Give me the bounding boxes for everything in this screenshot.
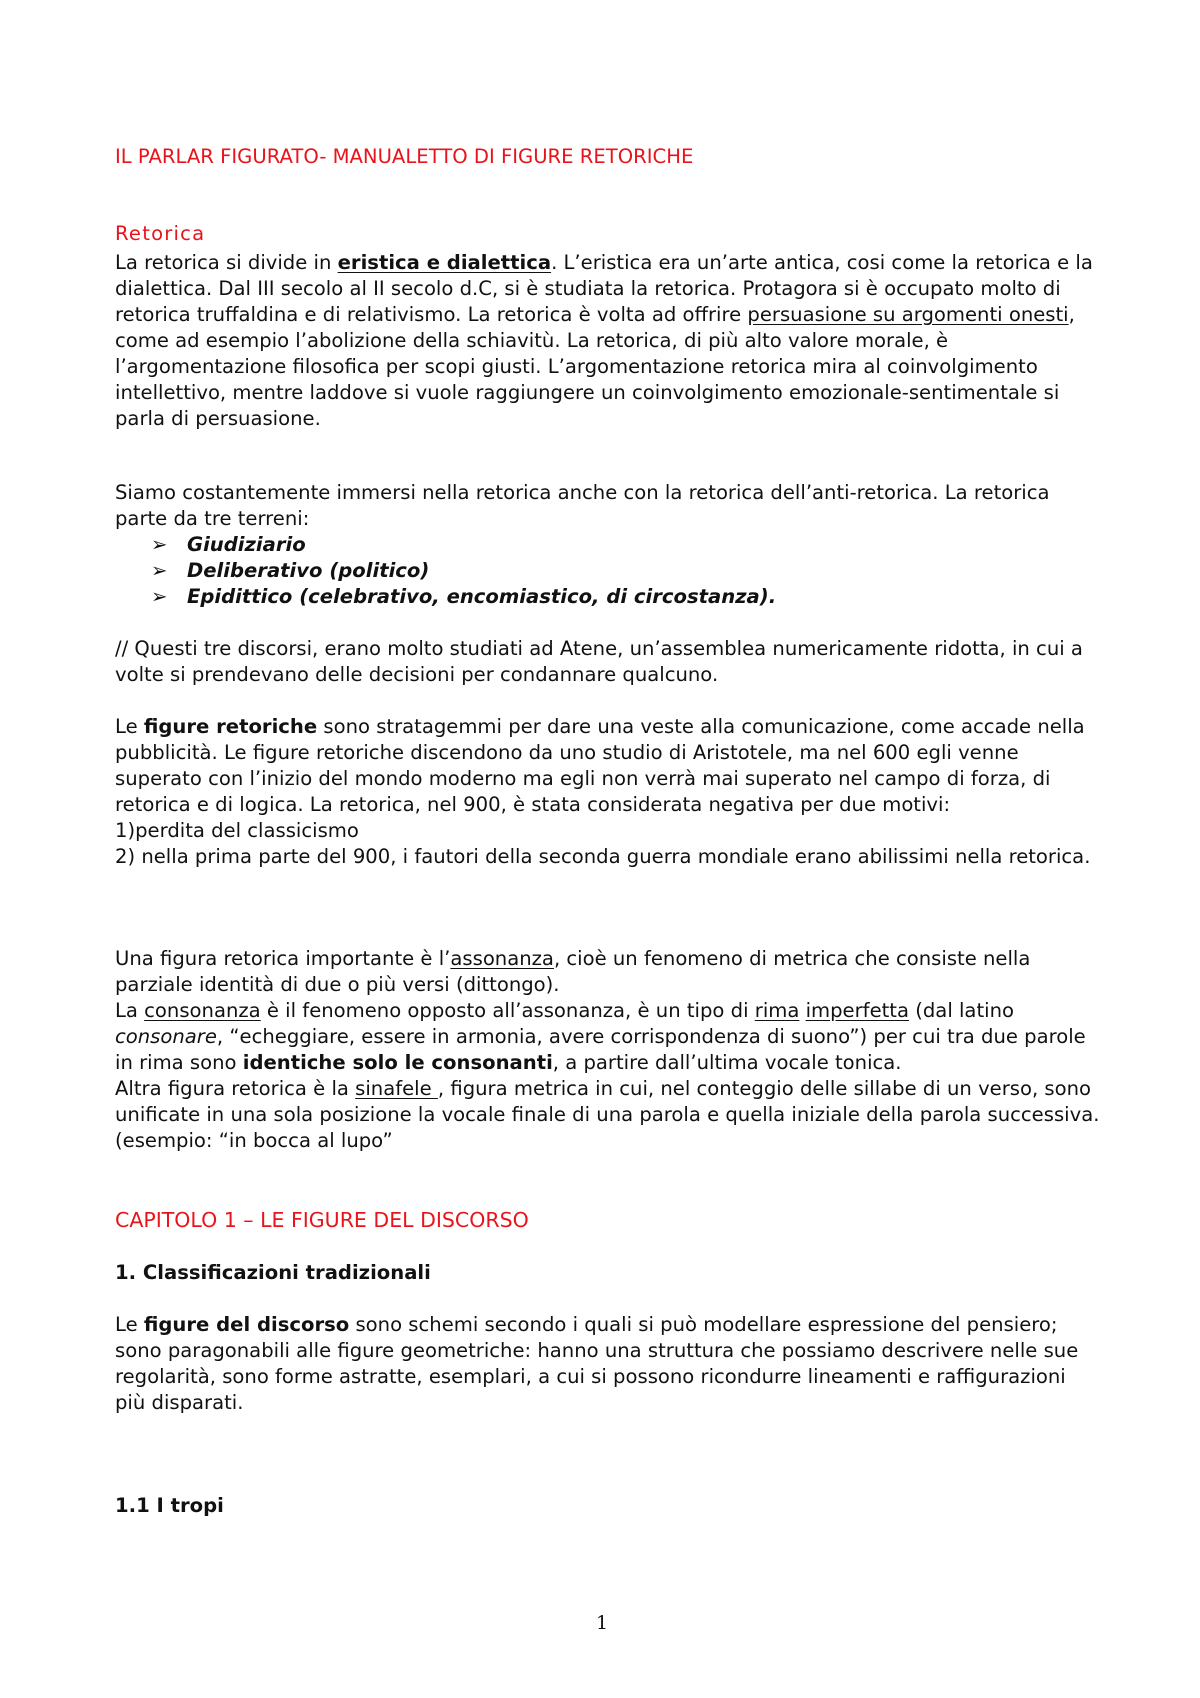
- paragraph-figure-discorso: Le figure del discorso sono schemi secondo i quali si può modellare espressione del pensiero; sono paragonabili alle figure geometriche: hanno una struttura che possiamo descrivere nelle sue regolarità, sono forme astratte, esemplari, a cui si possono ricondurre lineamenti e raffigurazioni più disparati.: [115, 1313, 1079, 1414]
- bullet-list-terreni: [115, 532, 1100, 610]
- heading-retorica: Retorica: [115, 222, 206, 245]
- bold-term: identiche solo le consonanti: [242, 1051, 553, 1074]
- chapter-heading: CAPITOLO 1 – LE FIGURE DEL DISCORSO: [115, 1208, 529, 1232]
- underlined-term: imperfetta: [805, 999, 909, 1022]
- bold-term: figure del discorso: [143, 1313, 350, 1336]
- underlined-term: rima: [754, 999, 800, 1022]
- arrow-bullet-icon: ➢: [151, 533, 168, 556]
- paragraph-assonanza: Una figura retorica importante è l’assonanza, cioè un fenomeno di metrica che consiste nella parziale identità di due o più versi (dittongo). La consonanza è il fenomeno opposto all’assonanza, è un tipo di rima imperfetta (dal latino consonare, “echeggiare, essere in armonia, avere corrispondenza di suono”) per cui tra due parole in rima sono identiche solo le consonanti, a partire dall’ultima vocale tonica. Altra figura retorica è la sinafele , figura metrica in cui, nel conteggio delle sillabe di un verso, sono unificate in una sola posizione la vocale finale di una parola e quella iniziale della parola successiva. (esempio: “in bocca al lupo”: [115, 947, 1100, 1152]
- paragraph-retorica-intro: La retorica si divide in eristica e dialettica. L’eristica era un’arte antica, cosi come la retorica e la dialettica. Dal III secolo al II secolo d.C, si è studiata la retorica. Protagora si è occupato molto di retorica truffaldina e di relativismo. La retorica è volta ad offrire persuasione su argomenti onesti, come ad esempio l’abolizione della schiavitù. La retorica, di più alto valore morale, è l’argomentazione filosofica per scopi giusti. L’argomentazione retorica mira al coinvolgimento intellettivo, mentre laddove si vuole raggiungere un coinvolgimento emozionale-sentimentale si parla di persuasione.: [115, 251, 1093, 430]
- underlined-term: assonanza: [450, 947, 554, 970]
- underlined-term: consonanza: [144, 999, 261, 1022]
- underlined-term: persuasione su argomenti onesti: [747, 303, 1069, 326]
- subsection-heading: 1.1 I tropi: [115, 1494, 224, 1517]
- arrow-bullet-icon: ➢: [151, 559, 168, 582]
- arrow-bullet-icon: ➢: [151, 585, 168, 608]
- underlined-term: sinafele: [355, 1077, 438, 1100]
- list-item: ➢ Epidittico (celebrativo, encomiastico, di circostanza).: [151, 585, 777, 608]
- italic-term: consonare: [115, 1025, 217, 1048]
- bold-underlined-term: eristica e dialettica: [337, 251, 552, 274]
- list-item: ➢ Giudiziario: [151, 533, 306, 556]
- page-number: 1: [595, 1612, 609, 1634]
- document-title: IL PARLAR FIGURATO- MANUALETTO DI FIGURE RETORICHE: [115, 145, 694, 168]
- section-heading: 1. Classificazioni tradizionali: [115, 1261, 431, 1284]
- paragraph-atene: // Questi tre discorsi, erano molto studiati ad Atene, un’assemblea numericamente ridotta, in cui a volte si prendevano delle decisioni per condannare qualcuno.: [115, 637, 1083, 686]
- list-item: ➢ Deliberativo (politico): [151, 559, 430, 582]
- paragraph-figure-retoriche: Le figure retoriche sono stratagemmi per dare una veste alla comunicazione, come accade nella pubblicità. Le figure retoriche discendono da uno studio di Aristotele, ma nel 600 egli venne superato con l’inizio del mondo moderno ma egli non verrà mai superato nel campo di forza, di retorica e di logica. La retorica, nel 900, è stata considerata negativa per due motivi: 1)perdita del classicismo 2) nella prima parte del 900, i fautori della seconda guerra mondiale erano abilissimi nella retorica.: [115, 715, 1091, 868]
- paragraph-tre-terreni: Siamo costantemente immersi nella retorica anche con la retorica dell’anti-retorica. La retorica parte da tre terreni:: [115, 481, 1050, 530]
- bold-term: figure retoriche: [143, 715, 318, 738]
